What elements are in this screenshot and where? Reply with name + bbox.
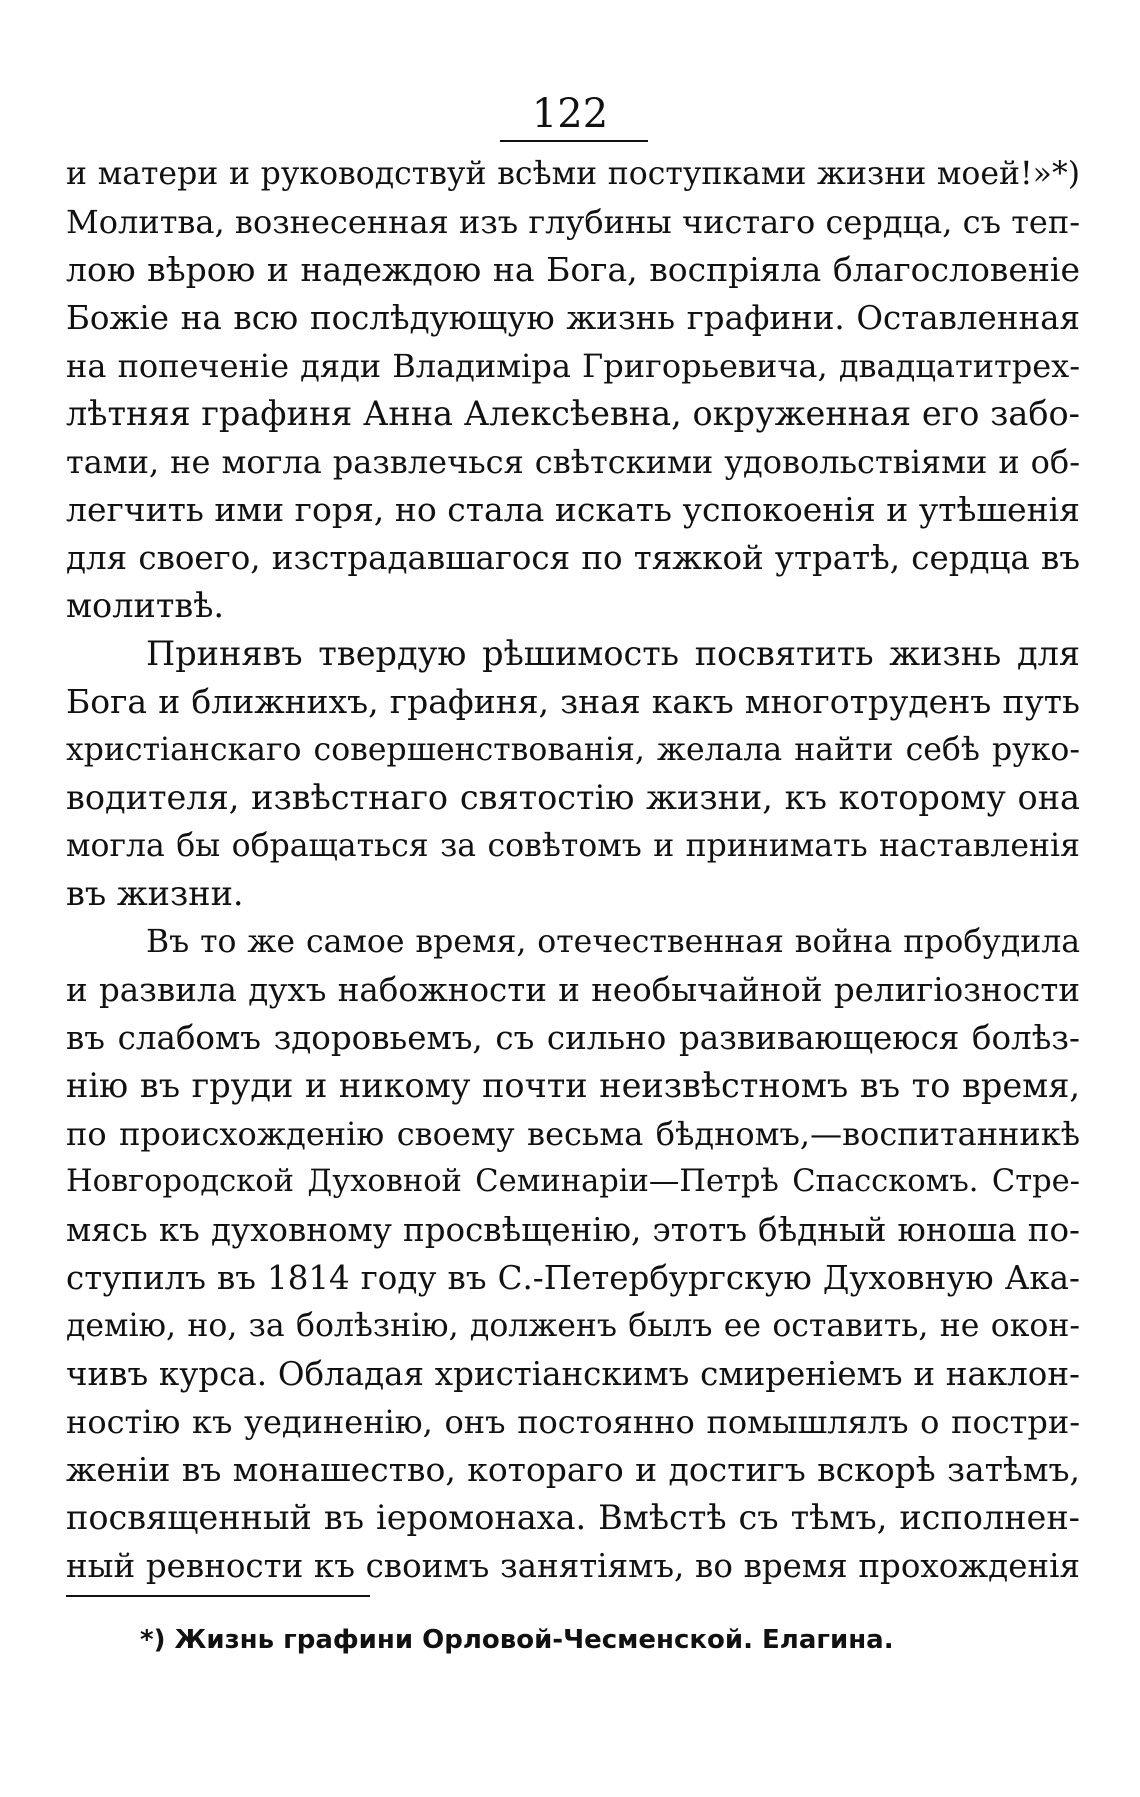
- text-line: Бога и ближнихъ, графиня, зная какъ многотруденъ путь: [66, 682, 1080, 721]
- text-line: на попеченіе дяди Владиміра Григорьевича, двадцатитрех-: [66, 347, 1080, 385]
- text-line: ступилъ въ 1814 году въ С.-Петербургскую Духовную Ака-: [66, 1259, 1080, 1297]
- text-line: демію, но, за болѣзнію, долженъ былъ ее оставить, не окон-: [66, 1308, 1080, 1344]
- text-line: и матери и руководствуй всѣми поступками жизни моей!»*): [66, 156, 1080, 192]
- text-line: тами, не могла развлечься свѣтскими удовольствіями и об-: [66, 443, 1080, 481]
- text-line: ностію къ уединенію, онъ постоянно помышлялъ о постри-: [66, 1403, 1080, 1441]
- text-line: водителя, извѣстнаго святостію жизни, къ которому она: [66, 778, 1080, 817]
- page-number-underline: [500, 140, 648, 142]
- text-line: ный ревности къ своимъ занятіямъ, во время прохожденія: [66, 1547, 1080, 1585]
- text-line: для своего, изстрадавшагося по тяжкой утратѣ, сердца въ: [66, 539, 1080, 577]
- text-line: молитвѣ.: [66, 586, 225, 625]
- footnote: *) Жизнь графини Орловой-Чесменской. Елагина.: [140, 1625, 894, 1655]
- text-line: христіанскаго совершенствованія, желала найти себѣ руко-: [66, 732, 1080, 768]
- text-line: и развила духъ набожности и необычайной религіозности: [66, 971, 1080, 1009]
- footnote-separator: [66, 1595, 370, 1597]
- text-line: Новгородской Духовной Семинаріи—Петрѣ Спасскомъ. Стре-: [66, 1164, 1080, 1199]
- paragraph-first-line: Принявъ твердую рѣшимость посвятить жизнь для: [146, 634, 1080, 673]
- text-line: легчить ими горя, но стала искать успокоенія и утѣшенія: [66, 490, 1080, 529]
- text-line: Божіе на всю послѣдующую жизнь графини. Оставленная: [66, 299, 1080, 337]
- text-line: могла бы обращаться за совѣтомъ и принимать наставленія: [66, 828, 1080, 864]
- text-line: женіи въ монашество, котораго и достигъ вскорѣ затѣмъ,: [66, 1450, 1080, 1489]
- paragraph-first-line: Въ то же самое время, отечественная война пробудила: [146, 924, 1080, 960]
- text-line: чивъ курса. Обладая христіанскимъ смиреніемъ и наклон-: [66, 1355, 1080, 1393]
- text-line: въ слабомъ здоровьемъ, съ сильно развивающеюся болѣз-: [66, 1019, 1080, 1057]
- text-line: лою вѣрою и надеждою на Бога, воспріяла благословеніе: [66, 250, 1080, 289]
- text-line: посвященный въ іеромонаха. Вмѣстѣ съ тѣмъ, исполнен-: [66, 1498, 1080, 1537]
- page-number: 122: [531, 91, 609, 137]
- text-line: нію въ груди и никому почти неизвѣстномъ въ то время,: [66, 1066, 1080, 1105]
- text-line: мясь къ духовному просвѣщенію, этотъ бѣдный юноша по-: [66, 1211, 1080, 1249]
- text-line: Молитва, вознесенная изъ глубины чистаго сердца, съ теп-: [66, 203, 1080, 241]
- text-line: по происхожденію своему весьма бѣдномъ,—воспитанникѣ: [66, 1115, 1080, 1153]
- text-line: въ жизни.: [66, 874, 244, 913]
- text-line: лѣтняя графиня Анна Алексѣевна, окруженная его забо-: [66, 394, 1080, 433]
